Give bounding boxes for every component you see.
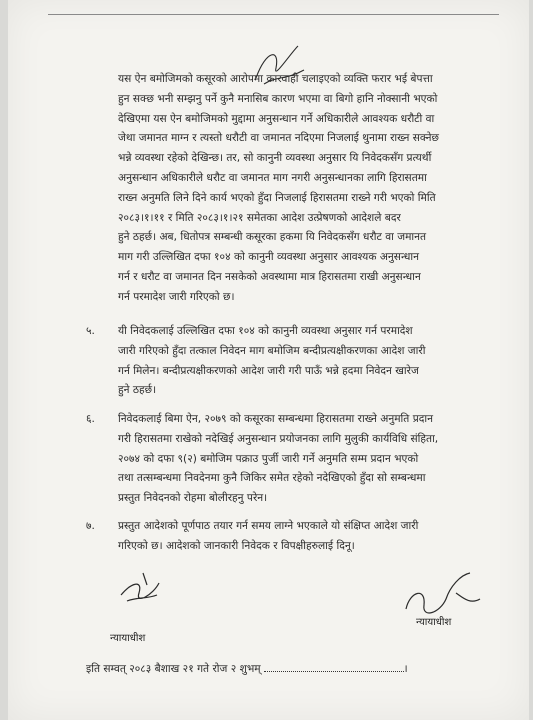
intro-line: देखिएमा यस ऐन बमोजिमको मुद्दामा अनुसन्धान गर्ने अधिकारीले आवश्यक धरौटी वा [118, 112, 435, 125]
item-number: ७. [86, 520, 95, 532]
item-line: यी निवेदकलाई उल्लिखित दफा १०४ को कानुनी व्यवस्था अनुसार गर्न परमादेश [118, 325, 413, 337]
item-line: प्रस्तुत आदेशको पूर्णपाठ तयार गर्न समय लाग्ने भएकाले यो संक्षिप्त आदेश जारी [118, 520, 419, 532]
end-mark: । [403, 663, 408, 675]
item-number: ५. [86, 325, 95, 337]
item-number: ६. [86, 413, 95, 425]
dotted-blank [264, 661, 404, 672]
document-page [8, 0, 529, 720]
intro-line: यस ऐन बमोजिमको कसूरको आरोपमा कारवाही चलाइएको व्यक्ति फरार भई बेपत्ता [118, 73, 433, 85]
item-line: तथा तत्सम्बन्धमा निवदेनमा कुनै जिकिर समेत रहेको नदेखिएको हुँदा सो सम्बन्धमा [118, 472, 426, 485]
page-top-edge-line [48, 14, 499, 15]
intro-line: २०८३।१।११ र मिति २०८३।१।२१ समेतका आदेश उत्प्रेषणको आदेशले बदर [118, 211, 401, 224]
item-line: गरिएको छ। आदेशको जानकारी निवेदक र विपक्षीहरुलाई दिनू। [118, 539, 355, 552]
intro-line: गर्न र धरौट वा जमानत दिन नसकेको अवस्थामा मात्र हिरासतमा राखी अनुसन्धान [118, 270, 421, 283]
item-line: हुने ठहर्छ। [118, 384, 157, 397]
intro-line: हुने ठहर्छ। अब, धितोपत्र सम्बन्धी कसूरका हकमा यि निवेदकसँग धरौट वा जमानत [118, 231, 427, 244]
intro-line: हुन सक्छ भनी सम्झनु पर्ने कुनै मनासिब कारण भएमा वा बिगो हानि नोक्सानी भएको [118, 92, 438, 105]
item-line: गरी हिरासतमा राखेको नदेखिई अनुसन्धान प्रयोजनका लागि मुलुकी कार्यविधि संहिता, [118, 432, 439, 445]
left-judge-signature [113, 565, 173, 615]
intro-line: अनुसन्धान अधिकारीले धरौट वा जमानत माग नगरी अनुसन्धानका लागि हिरासतमा [118, 171, 427, 184]
item-line: प्रस्तुत निवेदनको रोहमा बोलीरहनु परेन। [118, 492, 268, 505]
item-line: निवेदकलाई बिमा ऐन, २०७९ को कसूरका सम्बन्धमा हिरासतमा राख्ने अनुमति प्रदान [118, 413, 433, 425]
left-judge-label: न्यायाधीश [110, 633, 146, 644]
item-line: गर्न मिलेन। बन्दीप्रत्यक्षीकरणको आदेश जारी गरी पाऊँ भन्ने हदमा निवेदन खारेज [118, 364, 419, 377]
item-line: जारी गरिएको हुँदा तत्काल निवेदन माग बमोजिम बन्दीप्रत्यक्षीकरणका आदेश जारी [118, 344, 426, 357]
intro-line: जेथा जमानत माग्न र त्यस्तो धरौटी वा जमानत नदिएमा निजलाई थुनामा राख्न सक्नेछ [118, 132, 439, 145]
intro-line: गर्न परमादेश जारी गरिएको छ। [118, 290, 235, 303]
intro-line: माग गरी उल्लिखित दफा १०४ को कानुनी व्यवस्था अनुसार आवश्यक अनुसन्धान [118, 251, 420, 264]
date-text: इति सम्वत् २०८३ बैशाख २१ गते रोज २ शुभम् [86, 663, 261, 675]
item-line: २०७४ को दफा ९(२) बमोजिम पक्राउ पुर्जी जारी गर्ने अनुमति सम्म प्रदान भएको [118, 452, 419, 465]
intro-line: राख्न अनुमति लिने दिने कार्य भएको हुँदा निजलाई हिरासतमा राख्ने गरी भएको मिति [118, 191, 436, 204]
intro-paragraph [118, 70, 518, 308]
intro-line: भन्ने व्यवस्था रहेको देखिन्छ। तर, सो कानुनी व्यवस्था अनुसार यि निवेदकसँग प्रत्यर्थी [118, 152, 432, 165]
date-line [86, 661, 408, 676]
right-judge-label: न्यायाधीश [416, 617, 452, 628]
